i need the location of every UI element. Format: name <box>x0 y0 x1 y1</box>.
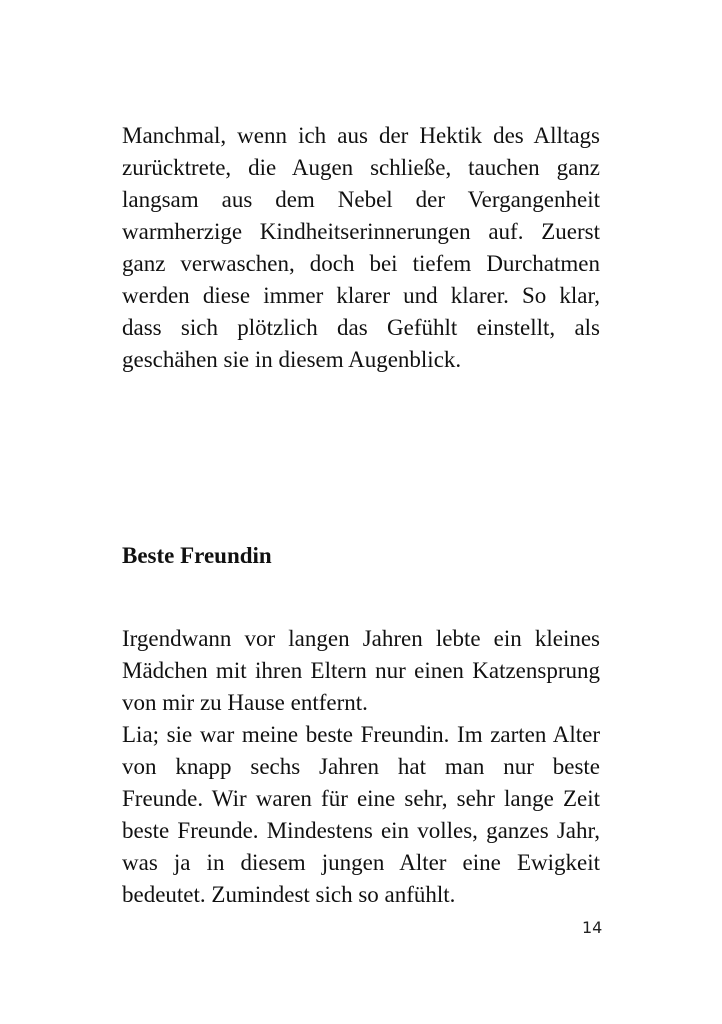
text-line: Lia; sie war meine beste Freundin. Im zarten Alter <box>122 722 600 747</box>
text-line: dass sich plötzlich das Gefühlt einstellt, als <box>122 315 600 340</box>
text-line: von mir zu Hause entfernt. <box>122 690 368 715</box>
text-line: warmherzige Kindheitserinnerungen auf. Zuerst <box>122 219 600 244</box>
text-line: Irgendwann vor langen Jahren lebte ein kleines <box>122 626 600 651</box>
text-line: von knapp sechs Jahren hat man nur beste <box>122 754 600 779</box>
text-line: was ja in diesem jungen Alter eine Ewigkeit <box>122 850 600 875</box>
intro-paragraph <box>122 120 600 376</box>
text-line: geschähen sie in diesem Augenblick. <box>122 347 462 372</box>
text-line: Mädchen mit ihren Eltern nur einen Katzensprung <box>122 658 600 683</box>
text-line: Manchmal, wenn ich aus der Hektik des Alltags <box>122 123 600 148</box>
text-line: zurücktrete, die Augen schließe, tauchen ganz <box>122 155 600 180</box>
text-line: langsam aus dem Nebel der Vergangenheit <box>122 187 600 212</box>
section-heading: Beste Freundin <box>122 543 272 568</box>
text-line: Freunde. Wir waren für eine sehr, sehr lange Zeit <box>122 786 600 811</box>
story-paragraph <box>122 623 600 911</box>
text-line: werden diese immer klarer und klarer. So klar, <box>122 283 600 308</box>
text-line: beste Freunde. Mindestens ein volles, ganzes Jahr, <box>122 818 600 843</box>
page-number: 14 <box>582 918 603 937</box>
text-line: bedeutet. Zumindest sich so anfühlt. <box>122 882 456 907</box>
text-line: ganz verwaschen, doch bei tiefem Durchatmen <box>122 251 600 276</box>
